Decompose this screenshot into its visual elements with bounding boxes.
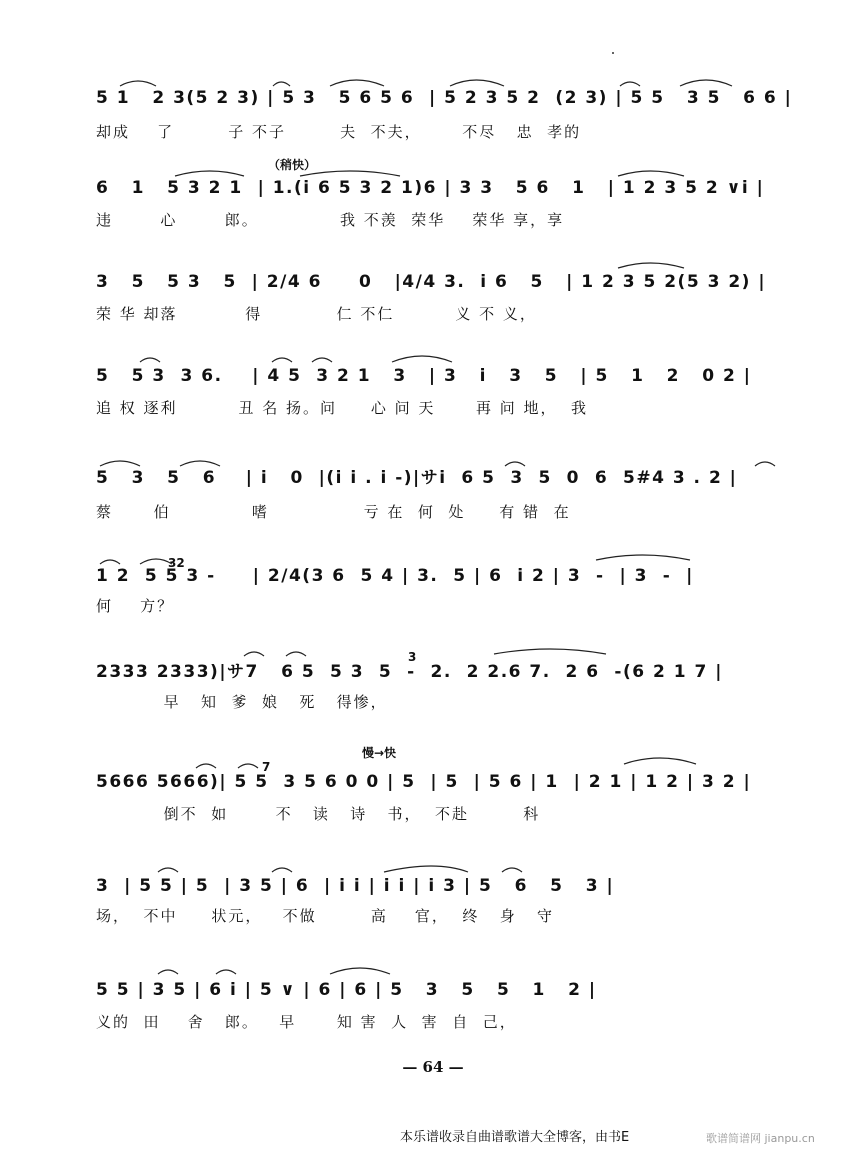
notation-line: 5 5 3 3 6. | 4 5 3 2 1 3 | 3 i 3 5 | 5 1 2 0 2 | bbox=[96, 366, 752, 386]
lyrics-line: 何 方？ bbox=[96, 597, 175, 615]
notation-line: 1 2 5 5 3 - | 2/4(3 6 5 4 | 3. 5 | 6 i 2 | 3 - | 3 - | bbox=[96, 566, 694, 586]
lyrics-line: 倒不 如 不 读 诗 书， 不赴 科 bbox=[96, 805, 541, 823]
notation-line: 5666 5666)| 5 5 3 5 6 0 0 | 5 | 5 | 5 6 | 1 | 2 1 | 1 2 | 3 2 | bbox=[96, 772, 752, 792]
grace-note-mark: 32 bbox=[168, 556, 185, 570]
score-system-7 bbox=[0, 646, 856, 736]
score-system-10 bbox=[0, 960, 856, 1050]
lyrics-line: 违 心 郎。 我 不羡 荣华 荣华 享，享 bbox=[96, 211, 565, 229]
score-system-1 bbox=[0, 80, 856, 170]
notation-line: 2333 2333)|サ7 6 5 5 3 5 - 2. 2 2.6 7. 2 6 -(6 2 1 7 | bbox=[96, 662, 723, 682]
lyrics-line: 荣 华 却落 得 仁 不仁 义 不 义， bbox=[96, 305, 537, 323]
lyrics-line: 场， 不中 状元， 不做 高 官， 终 身 守 bbox=[96, 907, 555, 925]
site-watermark: 歌谱简谱网 jianpu.cn bbox=[706, 1132, 815, 1145]
notation-line: 3 5 5 3 5 | 2/4 6 0 |4/4 3. i 6 5 | 1 2 3 5 2(5 3 2) | bbox=[96, 272, 767, 292]
lyrics-line: 蔡 伯 嗜 亏 在 何 处 有 错 在 bbox=[96, 503, 571, 521]
source-note: 本乐谱收录自曲谱歌谱大全博客，由书E bbox=[400, 1130, 630, 1145]
score-system-8 bbox=[0, 746, 856, 836]
notation-line: 5 1 2 3(5 2 3) | 5 3 5 6 5 6 | 5 2 3 5 2 (2 3) | 5 5 3 5 6 6 | bbox=[96, 88, 793, 108]
score-system-6 bbox=[0, 554, 856, 644]
lyrics-line: 追 权 逐利 丑 名 扬。问 心 问 天 再 问 地， 我 bbox=[96, 399, 589, 417]
page-number: — 64 — bbox=[402, 1058, 464, 1076]
notation-line: 6 1 5 3 2 1 | 1.(i 6 5 3 2 1)6 | 3 3 5 6 1 | 1 2 3 5 2 ∨i | bbox=[96, 178, 765, 198]
speck-mark bbox=[612, 52, 614, 54]
grace-note-mark: 7 bbox=[262, 760, 271, 774]
score-system-3 bbox=[0, 260, 856, 350]
grace-note-mark: 3 bbox=[408, 650, 417, 664]
lyrics-line: 早 知 爹 娘 死 得惨， bbox=[96, 693, 388, 711]
notation-line: 5 3 5 6 | i 0 |(i i . i -)|サi 6 5 3 5 0 6 5#4 3 . 2 | bbox=[96, 468, 738, 488]
tempo-marking: 慢→快 bbox=[362, 746, 397, 760]
score-system-5 bbox=[0, 452, 856, 542]
score-system-4 bbox=[0, 354, 856, 444]
lyrics-line: 义的 田 舍 郎。 早 知 害 人 害 自 己， bbox=[96, 1013, 517, 1031]
notation-line: 5 5 | 3 5 | 6 i | 5 ∨ | 6 | 6 | 5 3 5 5 1 2 | bbox=[96, 980, 597, 1000]
lyrics-line: 却成 了 子 不子 夫 不夫， 不尽 忠 孝的 bbox=[96, 123, 582, 141]
notation-line: 3 | 5 5 | 5 | 3 5 | 6 | i i | i i | i 3 | 5 6 5 3 | bbox=[96, 876, 615, 896]
score-system-9 bbox=[0, 866, 856, 956]
tempo-marking: （稍快） bbox=[268, 158, 317, 172]
score-system-2 bbox=[0, 158, 856, 248]
